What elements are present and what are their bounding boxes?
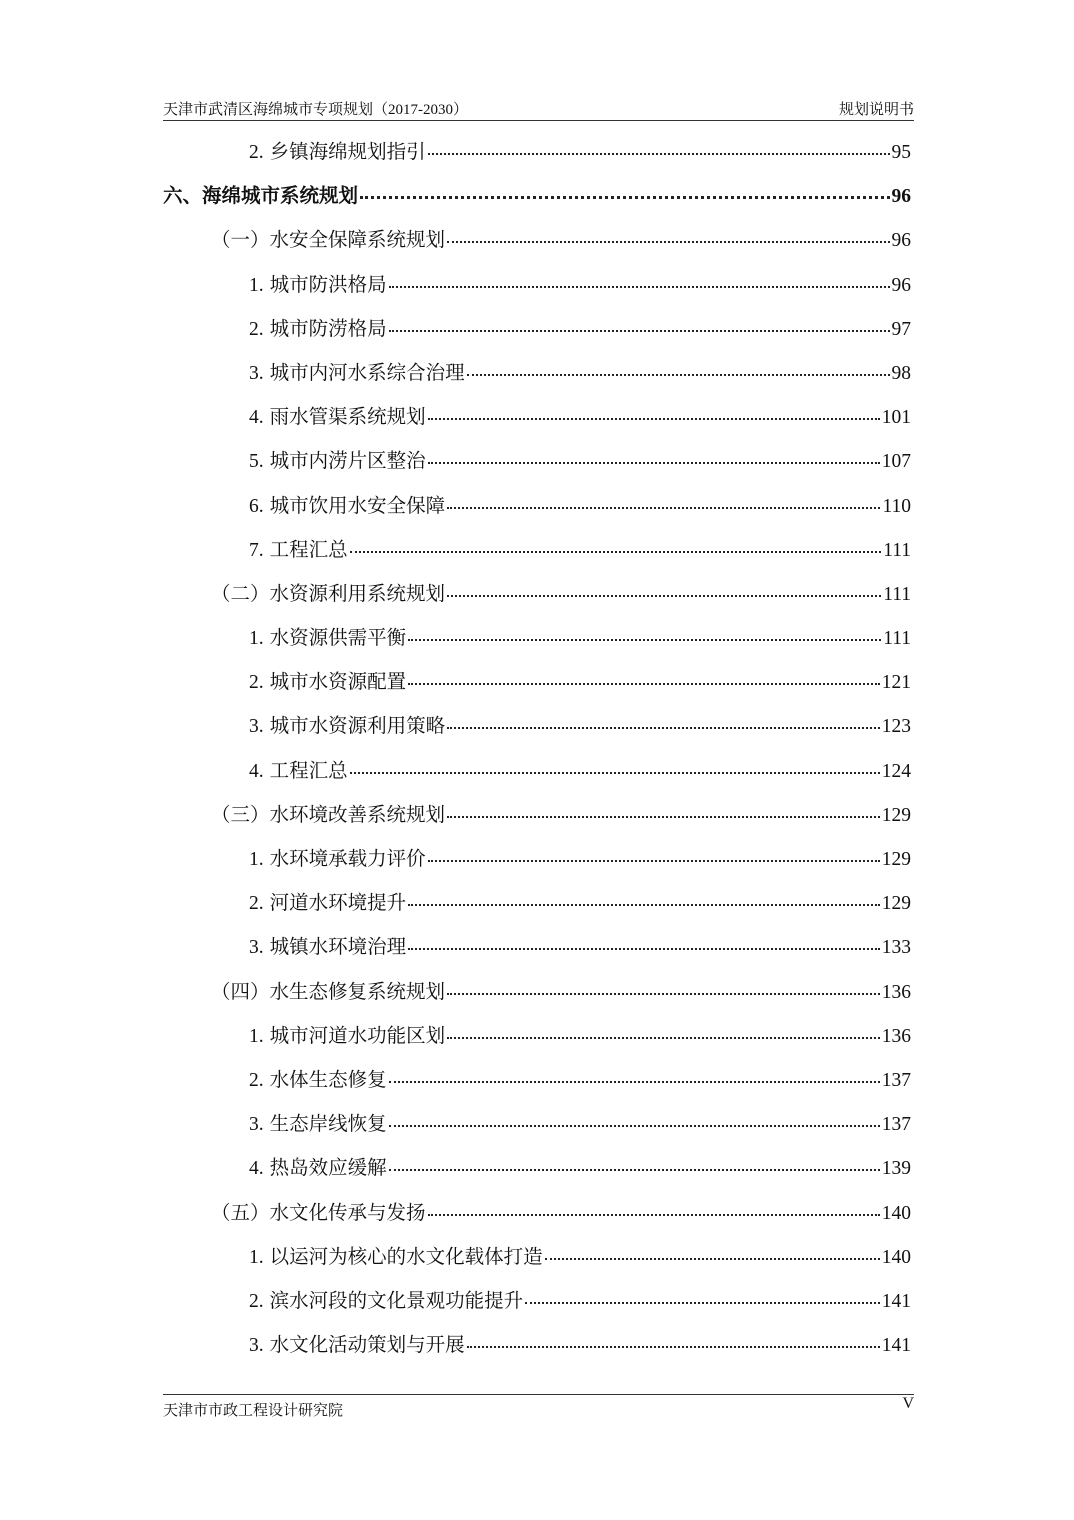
- toc-dot-leader: [428, 447, 880, 467]
- toc-entry[interactable]: [163, 1015, 911, 1059]
- toc-dot-leader: [389, 271, 890, 291]
- toc-entry-title: （四）水生态修复系统规划: [211, 981, 446, 1003]
- toc-entry[interactable]: [163, 396, 911, 440]
- toc-entry-page: 96: [891, 186, 911, 208]
- toc-entry-page: 140: [881, 1246, 911, 1268]
- toc-entry-title: 城市内涝片区整治: [269, 451, 426, 473]
- toc-entry-page: 129: [881, 804, 911, 826]
- toc-entry[interactable]: [163, 219, 911, 263]
- toc-entry[interactable]: [163, 1192, 911, 1236]
- toc-entry-number: 2.: [249, 318, 264, 340]
- toc-entry[interactable]: [163, 1280, 911, 1324]
- toc-entry-page: 133: [881, 937, 911, 959]
- toc-entry-page: 111: [883, 539, 911, 561]
- toc-entry-number: 3.: [249, 362, 264, 384]
- toc-entry-number: 4.: [249, 760, 264, 782]
- toc-entry-title: 热岛效应缓解: [269, 1158, 387, 1180]
- page-number: V: [902, 1395, 914, 1412]
- toc-dot-leader: [428, 1199, 880, 1219]
- toc-dot-leader: [389, 1110, 880, 1130]
- toc-dot-leader: [389, 315, 890, 335]
- toc-entry[interactable]: [163, 750, 911, 794]
- toc-entry[interactable]: [163, 573, 911, 617]
- toc-dot-leader: [350, 536, 882, 556]
- toc-dot-leader: [447, 226, 889, 246]
- toc-entry-title: （三）水环境改善系统规划: [211, 804, 446, 826]
- toc-entry[interactable]: [163, 1059, 911, 1103]
- toc-dot-leader: [447, 492, 880, 512]
- toc-entry-page: 123: [881, 716, 911, 738]
- toc-entry-title: 工程汇总: [269, 539, 348, 561]
- toc-entry-title: 乡镇海绵规划指引: [269, 142, 426, 163]
- toc-entry-number: 4.: [249, 1158, 264, 1180]
- toc-entry-page: 141: [881, 1290, 911, 1312]
- toc-dot-leader: [389, 1154, 880, 1174]
- toc-entry-page: 111: [883, 583, 911, 605]
- toc-entry[interactable]: [163, 440, 911, 484]
- toc-entry[interactable]: [163, 175, 911, 219]
- toc-entry-title: （二）水资源利用系统规划: [211, 583, 446, 605]
- toc-dot-leader: [525, 1287, 880, 1307]
- toc-dot-leader: [408, 933, 880, 953]
- toc-entry-page: 101: [881, 407, 911, 429]
- toc-dot-leader: [360, 182, 889, 202]
- toc-entry-page: 139: [881, 1158, 911, 1180]
- toc-entry-page: 124: [881, 760, 911, 782]
- toc-entry-page: 97: [891, 318, 911, 340]
- toc-entry[interactable]: [163, 661, 911, 705]
- toc-entry-page: 96: [891, 274, 911, 296]
- toc-entry-title: 城镇水环境治理: [269, 937, 407, 959]
- toc-dot-leader: [545, 1243, 880, 1263]
- toc-dot-leader: [447, 712, 880, 732]
- toc-entry-number: 2.: [249, 1290, 264, 1312]
- toc-entry-page: 129: [881, 849, 911, 870]
- toc-entry-page: 136: [881, 981, 911, 1003]
- toc-entry-number: 2.: [249, 893, 264, 915]
- toc-entry[interactable]: [163, 264, 911, 308]
- toc-dot-leader: [447, 1022, 880, 1042]
- toc-dot-leader: [428, 845, 880, 865]
- toc-entry[interactable]: [163, 705, 911, 749]
- toc-dot-leader: [389, 1066, 880, 1086]
- toc-entry-title: 城市防洪格局: [269, 274, 387, 296]
- toc-dot-leader: [447, 978, 880, 998]
- toc-entry-title: 城市水资源配置: [269, 672, 407, 694]
- toc-entry-title: 城市防涝格局: [269, 318, 387, 340]
- toc-entry-number: 2.: [249, 142, 264, 163]
- toc-entry[interactable]: [163, 1236, 911, 1280]
- toc-entry-number: 1.: [249, 1025, 264, 1047]
- toc-entry[interactable]: [163, 1103, 911, 1147]
- toc-entry[interactable]: [163, 485, 911, 529]
- toc-entry[interactable]: [163, 308, 911, 352]
- toc-entry-page: 137: [881, 1069, 911, 1091]
- toc-entry[interactable]: [163, 529, 911, 573]
- toc-entry-number: 1.: [249, 1246, 264, 1268]
- table-of-contents: [163, 131, 911, 1368]
- organization-name: 天津市市政工程设计研究院: [163, 1403, 344, 1419]
- toc-entry-title: 水体生态修复: [269, 1069, 387, 1091]
- toc-entry[interactable]: [163, 617, 911, 661]
- toc-entry-title: 城市饮用水安全保障: [269, 495, 446, 517]
- toc-entry[interactable]: [163, 352, 911, 396]
- toc-entry-page: 98: [891, 362, 911, 384]
- toc-entry-number: 3.: [249, 716, 264, 738]
- toc-entry-page: 141: [881, 1335, 911, 1357]
- toc-dot-leader: [408, 668, 880, 688]
- toc-entry-title: （五）水文化传承与发扬: [211, 1202, 426, 1224]
- document-type: 规划说明书: [838, 102, 914, 118]
- toc-entry-page: 129: [881, 893, 911, 915]
- toc-entry-title: 城市水资源利用策略: [269, 716, 446, 738]
- toc-entry-title: 六、海绵城市系统规划: [163, 186, 359, 208]
- toc-entry[interactable]: [163, 794, 911, 838]
- toc-entry[interactable]: [163, 131, 911, 175]
- toc-entry-page: 140: [881, 1202, 911, 1224]
- toc-entry-title: 水文化活动策划与开展: [269, 1335, 465, 1357]
- toc-dot-leader: [408, 624, 881, 644]
- toc-entry-number: 2.: [249, 672, 264, 694]
- toc-entry[interactable]: [163, 1147, 911, 1191]
- toc-entry-number: 3.: [249, 1114, 264, 1136]
- toc-entry[interactable]: [163, 1324, 911, 1368]
- toc-entry-number: 7.: [249, 539, 264, 561]
- toc-entry-number: 1.: [249, 849, 264, 870]
- toc-entry-number: 1.: [249, 274, 264, 296]
- toc-entry-title: 滨水河段的文化景观功能提升: [269, 1290, 524, 1312]
- toc-entry-page: 107: [881, 451, 911, 473]
- toc-entry-page: 96: [891, 230, 911, 252]
- toc-entry-number: 3.: [249, 1335, 264, 1357]
- toc-entry-title: 城市河道水功能区划: [269, 1025, 446, 1047]
- toc-entry-number: 5.: [249, 451, 264, 473]
- toc-entry-page: 95: [891, 142, 911, 163]
- toc-entry-number: 1.: [249, 628, 264, 650]
- toc-entry-page: 110: [882, 495, 911, 517]
- toc-entry-title: 城市内河水系综合治理: [269, 362, 465, 384]
- toc-dot-leader: [350, 757, 880, 777]
- toc-entry-title: （一）水安全保障系统规划: [211, 230, 446, 252]
- toc-entry-number: 6.: [249, 495, 264, 517]
- toc-entry-title: 水环境承载力评价: [269, 849, 426, 870]
- toc-entry[interactable]: [163, 882, 911, 926]
- toc-entry[interactable]: [163, 838, 911, 882]
- toc-entry-page: 136: [881, 1025, 911, 1047]
- toc-dot-leader: [428, 138, 890, 158]
- toc-entry-title: 河道水环境提升: [269, 893, 407, 915]
- toc-dot-leader: [408, 889, 880, 909]
- toc-dot-leader: [428, 403, 880, 423]
- toc-entry-page: 121: [881, 672, 911, 694]
- toc-entry-title: 生态岸线恢复: [269, 1114, 387, 1136]
- page-header: [163, 96, 914, 121]
- toc-dot-leader: [467, 1331, 880, 1351]
- page-footer: [163, 1394, 914, 1425]
- toc-dot-leader: [447, 580, 881, 600]
- toc-entry-title: 工程汇总: [269, 760, 348, 782]
- toc-entry-page: 137: [881, 1114, 911, 1136]
- toc-entry-title: 以运河为核心的水文化载体打造: [269, 1246, 543, 1268]
- toc-entry-page: 111: [883, 628, 911, 650]
- toc-dot-leader: [447, 801, 880, 821]
- toc-entry-title: 水资源供需平衡: [269, 628, 407, 650]
- toc-entry-number: 4.: [249, 407, 264, 429]
- toc-entry-number: 3.: [249, 937, 264, 959]
- toc-entry[interactable]: [163, 971, 911, 1015]
- toc-entry-title: 雨水管渠系统规划: [269, 407, 426, 429]
- document-title: 天津市武清区海绵城市专项规划（2017-2030）: [163, 102, 468, 118]
- toc-dot-leader: [467, 359, 890, 379]
- toc-entry-number: 2.: [249, 1069, 264, 1091]
- toc-entry[interactable]: [163, 926, 911, 970]
